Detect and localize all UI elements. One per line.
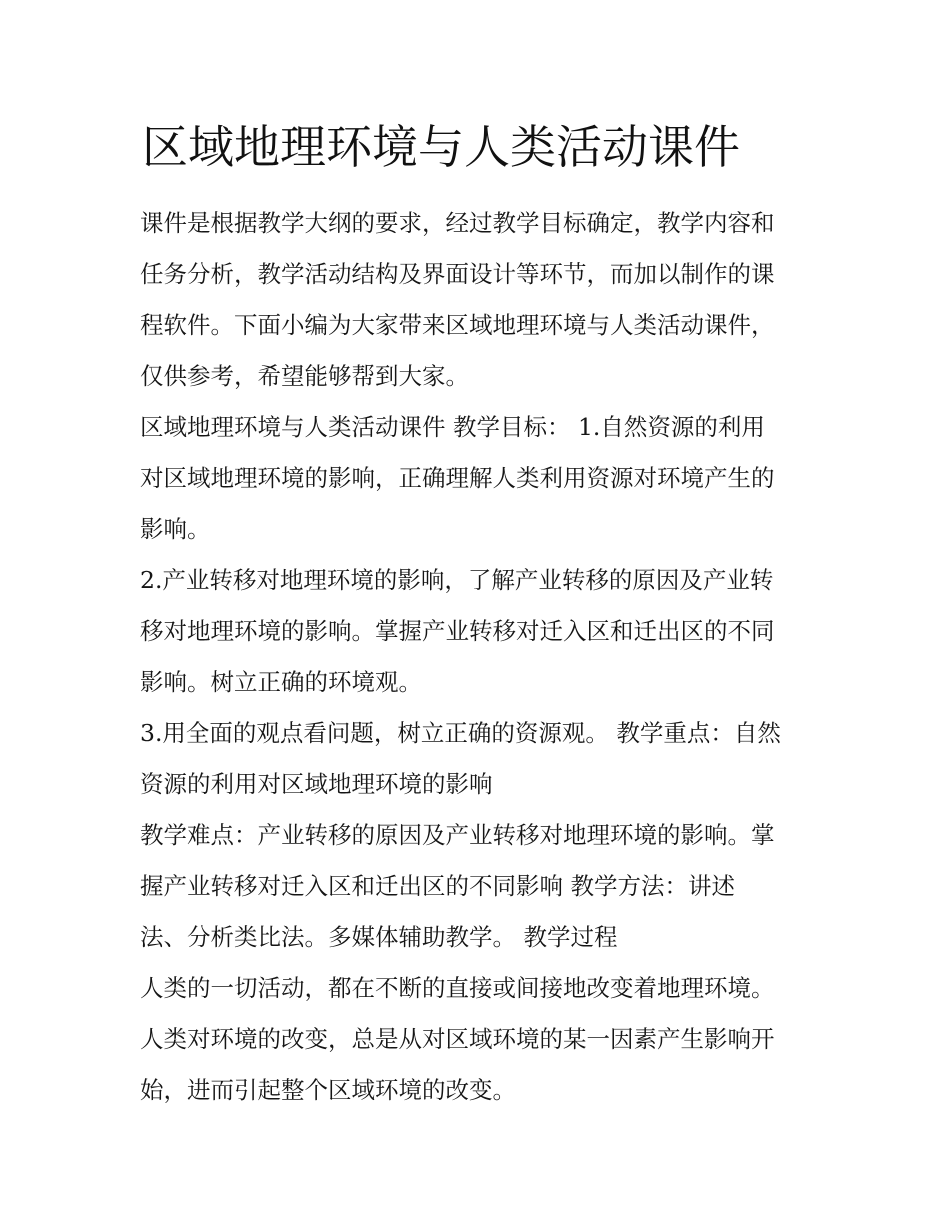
text-line: 仅供参考，希望能够帮到大家。 bbox=[140, 362, 469, 390]
text-line: 人类对环境的改变，总是从对区域环境的某一因素产生影响开 bbox=[140, 1025, 775, 1053]
text-line: 任务分析，教学活动结构及界面设计等环节，而加以制作的课 bbox=[140, 260, 775, 288]
text-line: 程软件。下面小编为大家带来区域地理环境与人类活动课件， bbox=[140, 311, 775, 339]
text-line: 2.产业转移对地理环境的影响，了解产业转移的原因及产业转 bbox=[140, 566, 774, 594]
text-line: 法、分析类比法。多媒体辅助教学。 教学过程 bbox=[140, 923, 618, 951]
text-line: 移对地理环境的影响。掌握产业转移对迁入区和迁出区的不同 bbox=[140, 617, 775, 645]
text-line: 教学难点：产业转移的原因及产业转移对地理环境的影响。掌 bbox=[140, 821, 775, 849]
text-line: 影响。 bbox=[140, 515, 211, 543]
document-title: 区域地理环境与人类活动课件 bbox=[142, 120, 740, 174]
text-line: 区域地理环境与人类活动课件 教学目标： 1.自然资源的利用 bbox=[140, 413, 765, 441]
text-line: 握产业转移对迁入区和迁出区的不同影响 教学方法：讲述 bbox=[140, 872, 735, 900]
text-line: 始，进而引起整个区域环境的改变。 bbox=[140, 1076, 516, 1104]
text-line: 课件是根据教学大纲的要求，经过教学目标确定，教学内容和 bbox=[140, 209, 775, 237]
text-line: 人类的一切活动，都在不断的直接或间接地改变着地理环境。 bbox=[140, 974, 775, 1002]
text-line: 对区域地理环境的影响，正确理解人类利用资源对环境产生的 bbox=[140, 464, 775, 492]
document-body bbox=[140, 198, 816, 1116]
text-line: 资源的利用对区域地理环境的影响 bbox=[140, 770, 493, 798]
text-line: 影响。树立正确的环境观。 bbox=[140, 668, 422, 696]
text-line: 3.用全面的观点看问题，树立正确的资源观。 教学重点：自然 bbox=[140, 719, 781, 747]
